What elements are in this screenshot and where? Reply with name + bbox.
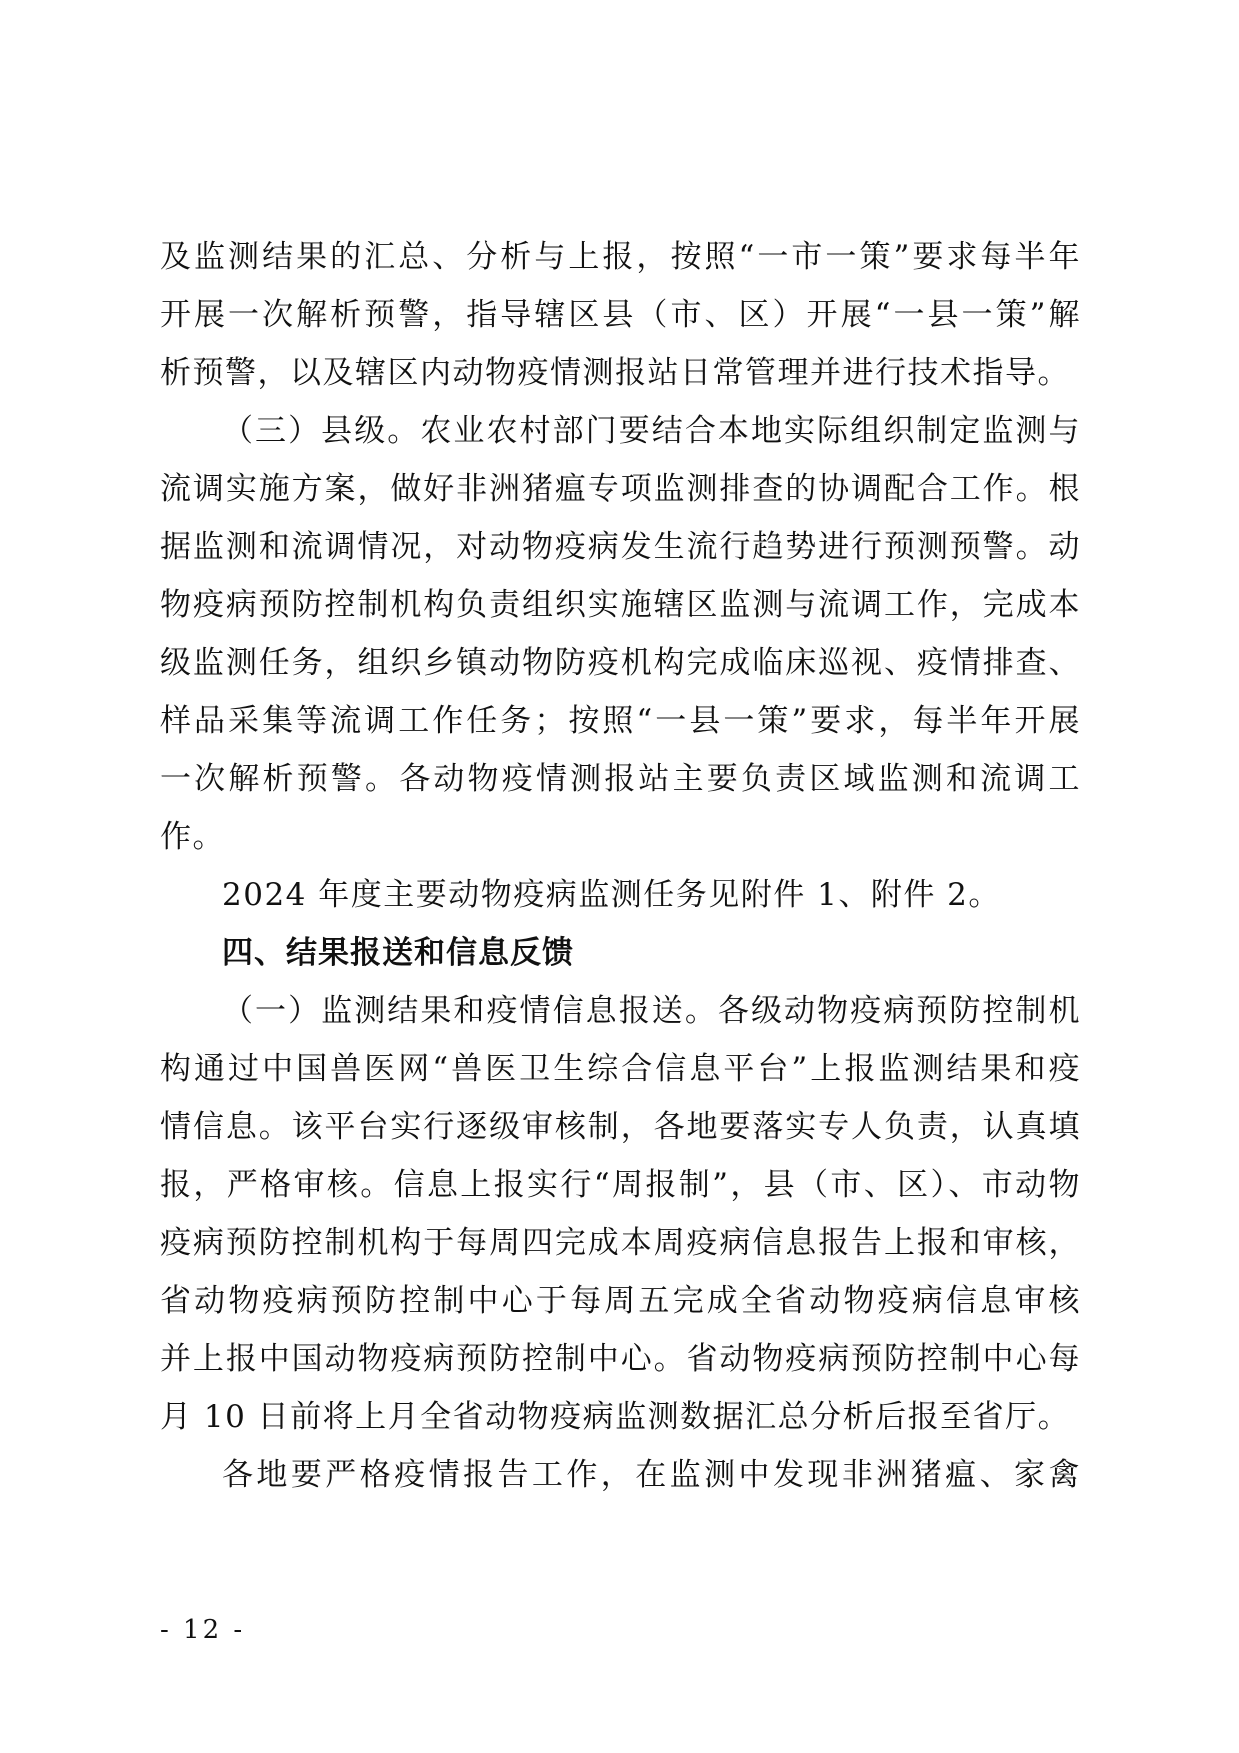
page-number: - 12 -	[160, 1615, 246, 1645]
paragraph-line: 级监测任务，组织乡镇动物防疫机构完成临床巡视、疫情排查、	[160, 645, 1080, 681]
paragraph-line: 情信息。该平台实行逐级审核制，各地要落实专人负责，认真填	[160, 1109, 1080, 1145]
paragraph-line: 一次解析预警。各动物疫情测报站主要负责区域监测和流调工	[160, 761, 1080, 797]
paragraph-line: 作。	[160, 819, 225, 855]
paragraph-line: 月 10 日前将上月全省动物疫病监测数据汇总分析后报至省厅。	[160, 1399, 1071, 1435]
paragraph-line: 2024 年度主要动物疫病监测任务见附件 1、附件 2。	[222, 877, 1001, 913]
section-heading: 四、结果报送和信息反馈	[222, 935, 574, 971]
paragraph-line: 及监测结果的汇总、分析与上报，按照“一市一策”要求每半年	[160, 239, 1080, 275]
paragraph-line: 流调实施方案，做好非洲猪瘟专项监测排查的协调配合工作。根	[160, 471, 1080, 507]
paragraph-line: 开展一次解析预警，指导辖区县（市、区）开展“一县一策”解	[160, 297, 1080, 333]
paragraph-line: （三）县级。农业农村部门要结合本地实际组织制定监测与	[222, 413, 1080, 449]
paragraph-line: 疫病预防控制机构于每周四完成本周疫病信息报告上报和审核，	[160, 1225, 1080, 1261]
paragraph-line: （一）监测结果和疫情信息报送。各级动物疫病预防控制机	[222, 993, 1080, 1029]
body-text	[160, 228, 1080, 1504]
paragraph-line: 省动物疫病预防控制中心于每周五完成全省动物疫病信息审核	[160, 1283, 1080, 1319]
paragraph-line: 报，严格审核。信息上报实行“周报制”，县（市、区）、市动物	[160, 1167, 1080, 1203]
paragraph-line: 析预警，以及辖区内动物疫情测报站日常管理并进行技术指导。	[160, 355, 1070, 391]
paragraph-line: 样品采集等流调工作任务；按照“一县一策”要求，每半年开展	[160, 703, 1080, 739]
paragraph-line: 并上报中国动物疫病预防控制中心。省动物疫病预防控制中心每	[160, 1341, 1080, 1377]
paragraph-line: 各地要严格疫情报告工作，在监测中发现非洲猪瘟、家禽	[222, 1457, 1080, 1493]
paragraph-line: 构通过中国兽医网“兽医卫生综合信息平台”上报监测结果和疫	[160, 1051, 1080, 1087]
paragraph-line: 物疫病预防控制机构负责组织实施辖区监测与流调工作，完成本	[160, 587, 1080, 623]
paragraph-line: 据监测和流调情况，对动物疫病发生流行趋势进行预测预警。动	[160, 529, 1080, 565]
